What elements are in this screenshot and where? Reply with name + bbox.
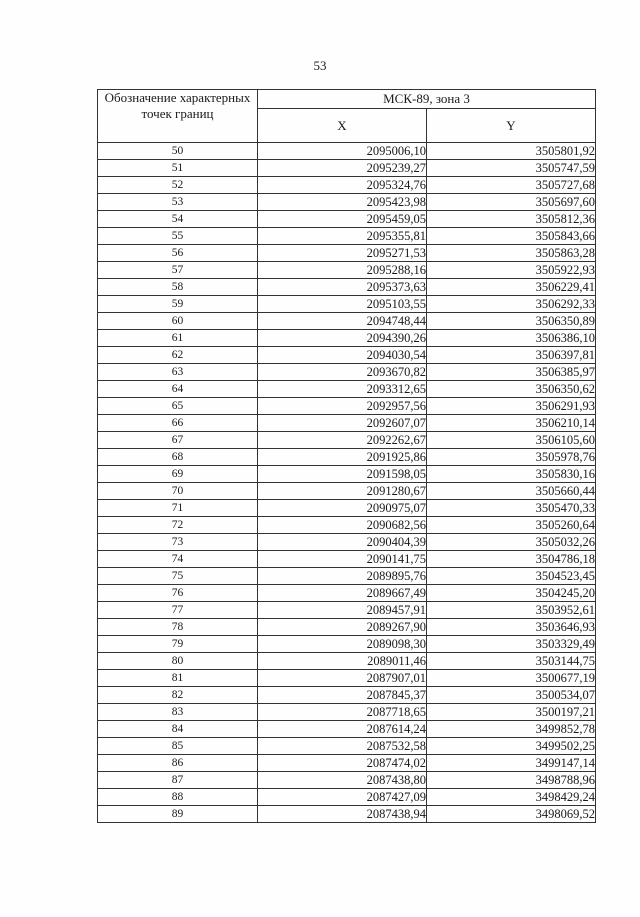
y-cell: 3506229,41 xyxy=(427,279,596,296)
point-cell: 52 xyxy=(98,177,258,194)
y-cell: 3499147,14 xyxy=(427,755,596,772)
table-row xyxy=(98,143,596,160)
y-cell: 3500534,07 xyxy=(427,687,596,704)
x-cell: 2095271,53 xyxy=(258,245,427,262)
x-cell: 2093670,82 xyxy=(258,364,427,381)
y-cell: 3504523,45 xyxy=(427,568,596,585)
table-row xyxy=(98,534,596,551)
y-cell: 3506350,62 xyxy=(427,381,596,398)
x-cell: 2094030,54 xyxy=(258,347,427,364)
table-row xyxy=(98,381,596,398)
table-row xyxy=(98,738,596,755)
header-coordinate-system: МСК-89, зона 3 xyxy=(258,90,596,109)
page-number: 53 xyxy=(313,58,327,73)
table-row xyxy=(98,194,596,211)
y-cell: 3498429,24 xyxy=(427,789,596,806)
table-row xyxy=(98,789,596,806)
x-cell: 2089098,30 xyxy=(258,636,427,653)
point-cell: 58 xyxy=(98,279,258,296)
y-cell: 3505922,93 xyxy=(427,262,596,279)
table-row xyxy=(98,670,596,687)
y-cell: 3506386,10 xyxy=(427,330,596,347)
x-cell: 2087845,37 xyxy=(258,687,427,704)
table-body xyxy=(98,143,596,823)
point-cell: 65 xyxy=(98,398,258,415)
point-cell: 85 xyxy=(98,738,258,755)
y-cell: 3506291,93 xyxy=(427,398,596,415)
y-cell: 3506105,60 xyxy=(427,432,596,449)
point-cell: 78 xyxy=(98,619,258,636)
y-cell: 3505812,36 xyxy=(427,211,596,228)
x-cell: 2087718,65 xyxy=(258,704,427,721)
point-cell: 81 xyxy=(98,670,258,687)
point-cell: 69 xyxy=(98,466,258,483)
table-row xyxy=(98,704,596,721)
table-row xyxy=(98,585,596,602)
x-cell: 2095103,55 xyxy=(258,296,427,313)
table-row xyxy=(98,500,596,517)
table-row xyxy=(98,415,596,432)
point-cell: 66 xyxy=(98,415,258,432)
point-cell: 73 xyxy=(98,534,258,551)
point-cell: 83 xyxy=(98,704,258,721)
x-cell: 2090975,07 xyxy=(258,500,427,517)
x-cell: 2090682,56 xyxy=(258,517,427,534)
table-row xyxy=(98,602,596,619)
y-cell: 3500677,19 xyxy=(427,670,596,687)
x-cell: 2094390,26 xyxy=(258,330,427,347)
point-cell: 70 xyxy=(98,483,258,500)
x-cell: 2089667,49 xyxy=(258,585,427,602)
table-row xyxy=(98,653,596,670)
x-cell: 2095459,05 xyxy=(258,211,427,228)
y-cell: 3503144,75 xyxy=(427,653,596,670)
point-cell: 74 xyxy=(98,551,258,568)
table-row xyxy=(98,432,596,449)
x-cell: 2095324,76 xyxy=(258,177,427,194)
y-cell: 3499502,25 xyxy=(427,738,596,755)
x-cell: 2092607,07 xyxy=(258,415,427,432)
y-cell: 3505660,44 xyxy=(427,483,596,500)
point-cell: 50 xyxy=(98,143,258,160)
y-cell: 3503646,93 xyxy=(427,619,596,636)
x-cell: 2095239,27 xyxy=(258,160,427,177)
table-row xyxy=(98,228,596,245)
y-cell: 3503329,49 xyxy=(427,636,596,653)
y-cell: 3505747,59 xyxy=(427,160,596,177)
point-cell: 77 xyxy=(98,602,258,619)
x-cell: 2095006,10 xyxy=(258,143,427,160)
x-cell: 2089011,46 xyxy=(258,653,427,670)
x-cell: 2091598,05 xyxy=(258,466,427,483)
table-row xyxy=(98,160,596,177)
table-row xyxy=(98,262,596,279)
table-row xyxy=(98,483,596,500)
point-cell: 51 xyxy=(98,160,258,177)
point-cell: 62 xyxy=(98,347,258,364)
y-cell: 3504245,20 xyxy=(427,585,596,602)
y-cell: 3505260,64 xyxy=(427,517,596,534)
table-header xyxy=(98,90,596,143)
x-cell: 2092262,67 xyxy=(258,432,427,449)
table-row xyxy=(98,568,596,585)
y-cell: 3505801,92 xyxy=(427,143,596,160)
x-cell: 2090404,39 xyxy=(258,534,427,551)
y-cell: 3500197,21 xyxy=(427,704,596,721)
table-row xyxy=(98,330,596,347)
point-cell: 80 xyxy=(98,653,258,670)
point-cell: 68 xyxy=(98,449,258,466)
y-cell: 3505978,76 xyxy=(427,449,596,466)
y-cell: 3504786,18 xyxy=(427,551,596,568)
point-cell: 79 xyxy=(98,636,258,653)
y-cell: 3498788,96 xyxy=(427,772,596,789)
x-cell: 2091925,86 xyxy=(258,449,427,466)
y-cell: 3498069,52 xyxy=(427,806,596,823)
point-cell: 89 xyxy=(98,806,258,823)
table-row xyxy=(98,347,596,364)
x-cell: 2093312,65 xyxy=(258,381,427,398)
x-cell: 2095288,16 xyxy=(258,262,427,279)
table-row xyxy=(98,517,596,534)
point-cell: 72 xyxy=(98,517,258,534)
x-cell: 2087532,58 xyxy=(258,738,427,755)
point-cell: 67 xyxy=(98,432,258,449)
y-cell: 3506397,81 xyxy=(427,347,596,364)
point-cell: 86 xyxy=(98,755,258,772)
y-cell: 3505830,16 xyxy=(427,466,596,483)
x-cell: 2091280,67 xyxy=(258,483,427,500)
point-cell: 61 xyxy=(98,330,258,347)
y-cell: 3505727,68 xyxy=(427,177,596,194)
y-cell: 3506210,14 xyxy=(427,415,596,432)
table-row xyxy=(98,398,596,415)
x-cell: 2087614,24 xyxy=(258,721,427,738)
y-cell: 3499852,78 xyxy=(427,721,596,738)
point-cell: 82 xyxy=(98,687,258,704)
x-cell: 2092957,56 xyxy=(258,398,427,415)
table-row xyxy=(98,806,596,823)
x-cell: 2087427,09 xyxy=(258,789,427,806)
x-cell: 2087907,01 xyxy=(258,670,427,687)
x-cell: 2087438,94 xyxy=(258,806,427,823)
table-row xyxy=(98,755,596,772)
table-row xyxy=(98,449,596,466)
x-cell: 2095423,98 xyxy=(258,194,427,211)
header-point-designation: Обозначение характерных точек границ xyxy=(98,90,258,143)
x-cell: 2089457,91 xyxy=(258,602,427,619)
point-cell: 57 xyxy=(98,262,258,279)
y-cell: 3505697,60 xyxy=(427,194,596,211)
point-cell: 53 xyxy=(98,194,258,211)
y-cell: 3506350,89 xyxy=(427,313,596,330)
table-row xyxy=(98,245,596,262)
y-cell: 3505843,66 xyxy=(427,228,596,245)
table-row xyxy=(98,279,596,296)
x-cell: 2095373,63 xyxy=(258,279,427,296)
header-y: Y xyxy=(427,109,596,143)
table-row xyxy=(98,619,596,636)
point-cell: 84 xyxy=(98,721,258,738)
table-row xyxy=(98,551,596,568)
point-cell: 64 xyxy=(98,381,258,398)
header-x: X xyxy=(258,109,427,143)
point-cell: 88 xyxy=(98,789,258,806)
header-row-top xyxy=(98,90,596,109)
table-row xyxy=(98,364,596,381)
table-row xyxy=(98,687,596,704)
table-row xyxy=(98,296,596,313)
table-row xyxy=(98,466,596,483)
y-cell: 3506292,33 xyxy=(427,296,596,313)
point-cell: 54 xyxy=(98,211,258,228)
y-cell: 3505470,33 xyxy=(427,500,596,517)
x-cell: 2094748,44 xyxy=(258,313,427,330)
x-cell: 2087438,80 xyxy=(258,772,427,789)
x-cell: 2090141,75 xyxy=(258,551,427,568)
table-row xyxy=(98,177,596,194)
point-cell: 75 xyxy=(98,568,258,585)
x-cell: 2095355,81 xyxy=(258,228,427,245)
coordinates-table xyxy=(97,89,596,823)
y-cell: 3505032,26 xyxy=(427,534,596,551)
table-row xyxy=(98,772,596,789)
table-row xyxy=(98,636,596,653)
x-cell: 2089267,90 xyxy=(258,619,427,636)
table-row xyxy=(98,313,596,330)
y-cell: 3506385,97 xyxy=(427,364,596,381)
point-cell: 59 xyxy=(98,296,258,313)
table-row xyxy=(98,211,596,228)
point-cell: 55 xyxy=(98,228,258,245)
point-cell: 56 xyxy=(98,245,258,262)
point-cell: 60 xyxy=(98,313,258,330)
x-cell: 2087474,02 xyxy=(258,755,427,772)
y-cell: 3503952,61 xyxy=(427,602,596,619)
y-cell: 3505863,28 xyxy=(427,245,596,262)
point-cell: 71 xyxy=(98,500,258,517)
point-cell: 87 xyxy=(98,772,258,789)
point-cell: 76 xyxy=(98,585,258,602)
table-row xyxy=(98,721,596,738)
point-cell: 63 xyxy=(98,364,258,381)
x-cell: 2089895,76 xyxy=(258,568,427,585)
